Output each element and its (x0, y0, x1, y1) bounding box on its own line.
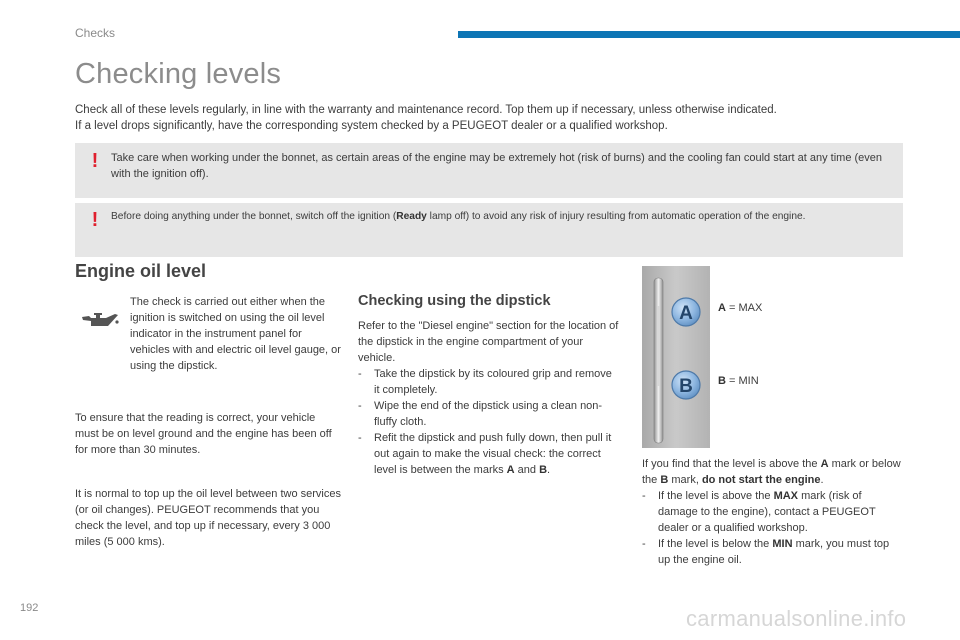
warning-text-ignition: Before doing anything under the bonnet, switch off the ignition (Ready lamp off) to avoid any risk of injury resulting from automatic operation of the engine. (111, 211, 806, 222)
intro-text (75, 102, 895, 134)
section-tag: Checks (75, 26, 116, 40)
ready-lamp-label: Ready (396, 211, 427, 222)
list-item: - If the level is above the MAX mark (risk of damage to the engine), contact a PEUGEOT dealer or a qualified workshop. (642, 490, 876, 534)
page-title: Checking levels (75, 58, 282, 90)
oil-check-text: The check is carried out either when the ignition is switched on using the oil level indicator in the instrument panel for vehicles with and electric oil level gauge, or using the dipstick. (130, 296, 341, 372)
legend-a: A = MAX (718, 302, 763, 314)
exclamation-icon: ! (91, 209, 99, 231)
list-item: - Refit the dipstick and push fully down, then pull it out again to make the visual check: the correct level is between the marks A and B. (358, 432, 612, 476)
warning-box-ignition (75, 203, 903, 257)
level-warning-text (642, 456, 904, 568)
warning-box-heat (75, 143, 903, 198)
dipstick-illustration (642, 266, 710, 448)
warning-text-heat: Take care when working under the bonnet, as certain areas of the engine may be extremely hot (risk of burns) and the cooling fan could start at any time (even with the ignition off). (111, 152, 883, 180)
oil-can-icon (80, 309, 120, 331)
engine-oil-heading: Engine oil level (75, 261, 207, 281)
dipstick-heading: Checking using the dipstick (358, 293, 551, 309)
mark-a-label: A (679, 303, 693, 324)
list-item: - Wipe the end of the dipstick using a clean non-fluffy cloth. (358, 400, 603, 428)
dipstick-intro: Refer to the "Diesel engine" section for the location of the dipstick in the engine compartment of your vehicle. (358, 320, 619, 364)
list-item: - If the level is below the MIN mark, you must top up the engine oil. (642, 538, 890, 566)
page-number: 192 (20, 602, 39, 614)
header-accent-bar (458, 31, 960, 38)
dipstick-instructions (358, 318, 620, 478)
legend-b: B = MIN (718, 375, 759, 387)
watermark: carmanualsonline.info (686, 606, 907, 631)
intro-line-1: Check all of these levels regularly, in line with the warranty and maintenance record. Top them up if necessary, unless otherwise indicated. (75, 104, 777, 116)
oil-topup-text: It is normal to top up the oil level between two services (or oil changes). PEUGEOT recommends that you check the level, and top up if necessary, every 3 000 miles (5 000 kms). (75, 488, 341, 548)
oil-ensure-text: To ensure that the reading is correct, your vehicle must be on level ground and the engine has been off for more than 30 minutes. (75, 412, 332, 456)
level-warning-paragraph: If you find that the level is above the A mark or below the B mark, do not start the engine. (642, 458, 901, 486)
exclamation-icon: ! (91, 150, 99, 172)
mark-a-badge (672, 298, 700, 326)
list-item: - Take the dipstick by its coloured grip and remove it completely. (358, 368, 612, 396)
intro-line-2: If a level drops significantly, have the corresponding system checked by a PEUGEOT dealer or a qualified workshop. (75, 120, 668, 132)
mark-b-label: B (679, 376, 693, 397)
mark-b-badge (672, 371, 700, 399)
